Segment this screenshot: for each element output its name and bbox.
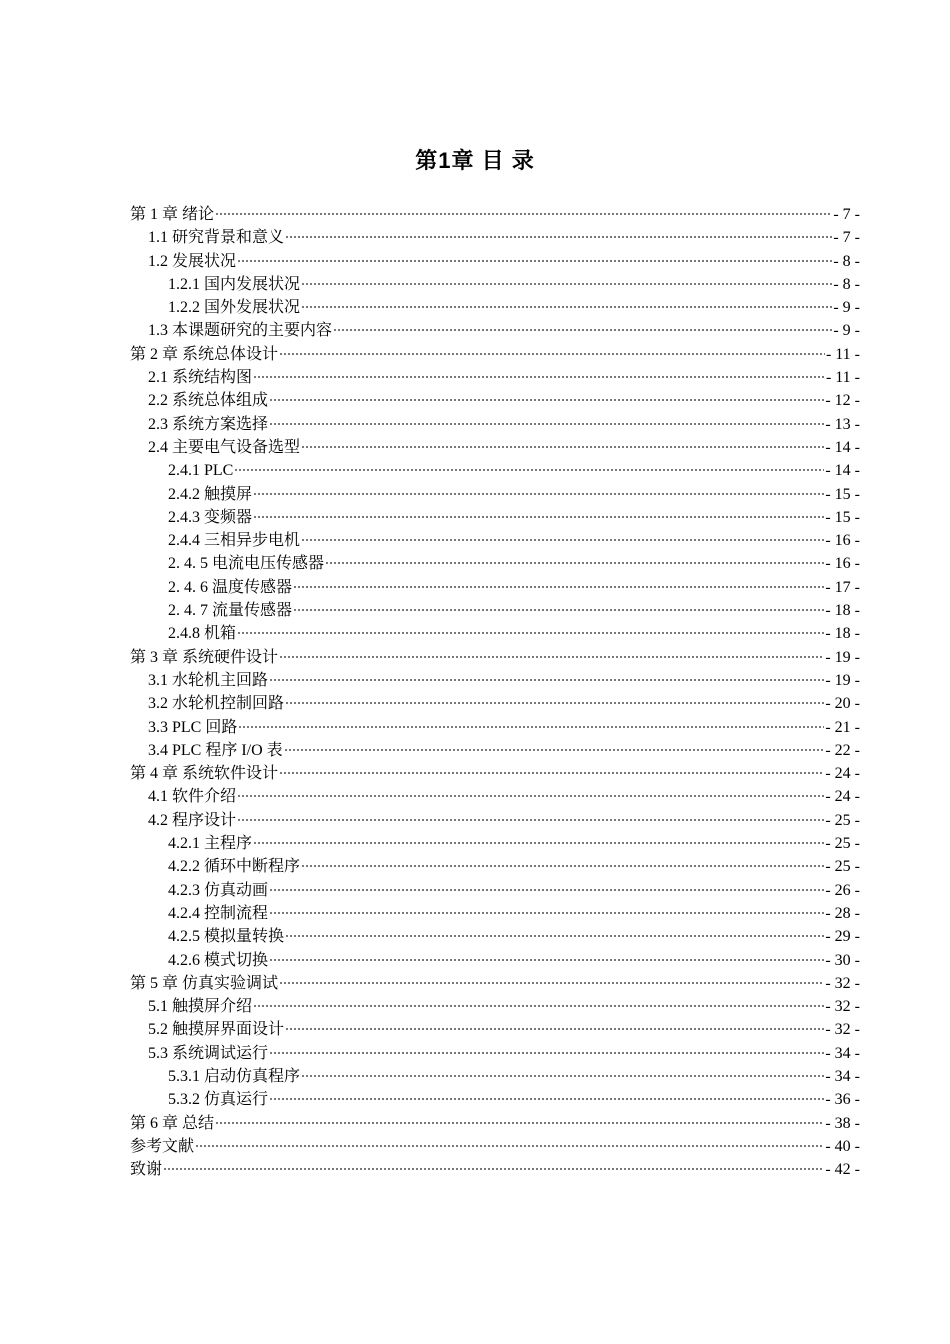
toc-entry[interactable] (130, 716, 860, 739)
toc-entry[interactable] (130, 1018, 860, 1041)
toc-entry[interactable] (130, 739, 860, 762)
toc-entry-label: 4.2.6 模式切换 (168, 951, 269, 969)
toc-entry[interactable] (130, 902, 860, 925)
toc-entry-label: 2.1 系统结构图 (148, 369, 253, 387)
dot-leader (301, 283, 832, 285)
toc-entry-page: - 16 - (825, 532, 860, 550)
dot-leader (253, 376, 825, 378)
toc-entry-label: 2. 4. 6 温度传感器 (168, 578, 293, 596)
toc-entry[interactable] (130, 669, 860, 692)
toc-entry-page: - 11 - (825, 345, 860, 363)
toc-entry[interactable] (130, 879, 860, 902)
page-title: 第1章 目 录 (415, 148, 535, 173)
toc-entry-label: 第 2 章 系统总体设计 (130, 345, 279, 363)
dot-leader (269, 912, 824, 914)
toc-entry-label: 2.4.1 PLC (168, 462, 234, 480)
toc-entry-page: - 34 - (825, 1067, 860, 1085)
toc-entry-page: - 24 - (825, 788, 860, 806)
toc-entry[interactable] (130, 506, 860, 529)
dot-leader (279, 982, 824, 984)
toc-entry[interactable] (130, 1088, 860, 1111)
toc-entry-page: - 42 - (825, 1161, 860, 1179)
toc-entry-label: 3.1 水轮机主回路 (148, 671, 269, 689)
toc-entry-page: - 19 - (825, 648, 860, 666)
toc-entry-label: 参考文献 (130, 1137, 195, 1155)
dot-leader (293, 609, 824, 611)
toc-entry-page: - 16 - (825, 555, 860, 573)
toc-entry-page: - 15 - (825, 485, 860, 503)
toc-entry-label: 3.2 水轮机控制回路 (148, 695, 285, 713)
dot-leader (279, 656, 824, 658)
toc-entry-page: - 25 - (825, 811, 860, 829)
dot-leader (301, 1075, 824, 1077)
toc-entry[interactable] (130, 296, 860, 319)
dot-leader (215, 213, 832, 215)
toc-entry[interactable] (130, 949, 860, 972)
toc-entry[interactable] (130, 319, 860, 342)
toc-entry-page: - 30 - (825, 951, 860, 969)
toc-entry-page: - 40 - (825, 1137, 860, 1155)
toc-entry-page: - 32 - (825, 974, 860, 992)
toc-entry[interactable] (130, 809, 860, 832)
toc-entry-label: 第 4 章 系统软件设计 (130, 765, 279, 783)
toc-entry-page: - 8 - (833, 275, 860, 293)
dot-leader (333, 329, 832, 331)
toc-entry-page: - 9 - (833, 299, 860, 317)
toc-entry[interactable] (130, 552, 860, 575)
dot-leader (237, 260, 832, 262)
toc-entry-page: - 17 - (825, 578, 860, 596)
toc-entry-label: 第 5 章 仿真实验调试 (130, 974, 279, 992)
dot-leader (253, 842, 824, 844)
dot-leader (234, 469, 824, 471)
dot-leader (301, 306, 832, 308)
dot-leader (253, 493, 824, 495)
toc-entry-page: - 18 - (825, 625, 860, 643)
toc-entry[interactable] (130, 483, 860, 506)
toc-entry-page: - 20 - (825, 695, 860, 713)
toc-entry[interactable] (130, 972, 860, 995)
toc-entry-page: - 28 - (825, 904, 860, 922)
dot-leader (301, 446, 824, 448)
toc-entry-page: - 7 - (833, 206, 860, 223)
toc-entry-label: 5.3.1 启动仿真程序 (168, 1067, 301, 1085)
toc-entry[interactable] (130, 785, 860, 808)
dot-leader (284, 749, 825, 751)
toc-entry-label: 1.2.2 国外发展状况 (168, 299, 301, 317)
toc-entry-page: - 24 - (825, 765, 860, 783)
toc-entry[interactable] (130, 832, 860, 855)
toc-entry[interactable] (130, 366, 860, 389)
toc-entry-page: - 19 - (825, 671, 860, 689)
dot-leader (325, 562, 824, 564)
toc-entry-label: 第 3 章 系统硬件设计 (130, 648, 279, 666)
dot-leader (237, 819, 824, 821)
toc-entry-page: - 34 - (825, 1044, 860, 1062)
toc-entry-label: 4.2.3 仿真动画 (168, 881, 269, 899)
dot-leader (269, 679, 824, 681)
toc-entry[interactable] (130, 389, 860, 412)
toc-entry[interactable] (130, 692, 860, 715)
toc-entry[interactable] (130, 762, 860, 785)
toc-entry[interactable] (130, 599, 860, 622)
toc-entry[interactable] (130, 1158, 860, 1181)
toc-entry-label: 4.2 程序设计 (148, 811, 237, 829)
toc-entry-label: 2.4.4 三相异步电机 (168, 532, 301, 550)
toc-entry-page: - 14 - (825, 438, 860, 456)
dot-leader (285, 236, 832, 238)
toc-entry-page: - 15 - (825, 508, 860, 526)
toc-entry-label: 3.4 PLC 程序 I/O 表 (148, 741, 283, 759)
toc-entry[interactable] (130, 646, 860, 669)
dot-leader (285, 1028, 824, 1030)
toc-entry-label: 2.4.8 机箱 (168, 625, 237, 643)
dot-leader (269, 423, 824, 425)
toc-entry[interactable] (130, 995, 860, 1018)
dot-leader (238, 726, 824, 728)
toc-entry[interactable] (130, 203, 860, 226)
dot-leader (253, 1005, 824, 1007)
toc-entry[interactable] (130, 622, 860, 645)
toc-entry[interactable] (130, 436, 860, 459)
toc-entry[interactable] (130, 1065, 860, 1088)
dot-leader (269, 959, 824, 961)
toc-entry-page: - 38 - (825, 1114, 860, 1132)
toc-entry-page: - 25 - (825, 858, 860, 876)
toc-entry-label: 2.2 系统总体组成 (148, 392, 269, 410)
toc-entry-page: - 26 - (825, 881, 860, 899)
toc-entry-page: - 11 - (825, 369, 860, 387)
toc-entry-label: 3.3 PLC 回路 (148, 718, 238, 736)
toc-entry[interactable] (130, 413, 860, 436)
toc-entry-label: 4.2.1 主程序 (168, 835, 253, 853)
toc-entry[interactable] (130, 226, 860, 249)
toc-entry-label: 2.4 主要电气设备选型 (148, 438, 301, 456)
toc-entry-page: - 7 - (833, 229, 860, 247)
toc-entry-page: - 29 - (825, 928, 860, 946)
toc-entry-page: - 12 - (825, 392, 860, 410)
toc-entry-label: 1.2 发展状况 (148, 252, 237, 270)
toc-entry[interactable] (130, 1135, 860, 1158)
toc-entry[interactable] (130, 1112, 860, 1135)
dot-leader (293, 586, 824, 588)
toc-entry-page: - 32 - (825, 1021, 860, 1039)
dot-leader (301, 865, 824, 867)
dot-leader (237, 795, 824, 797)
toc-entry[interactable] (130, 343, 860, 366)
dot-leader (269, 1098, 824, 1100)
toc-entry-label: 4.2.2 循环中断程序 (168, 858, 301, 876)
dot-leader (253, 516, 824, 518)
toc-entry[interactable] (130, 855, 860, 878)
toc-entry-label: 5.3.2 仿真运行 (168, 1091, 269, 1109)
toc-entry-label: 5.2 触摸屏界面设计 (148, 1021, 285, 1039)
toc-entry[interactable] (130, 250, 860, 273)
toc-entry-page: - 21 - (825, 718, 860, 736)
toc-entry-page: - 32 - (825, 998, 860, 1016)
toc-entry-label: 2.4.2 触摸屏 (168, 485, 253, 503)
toc-entry-label: 2. 4. 5 电流电压传感器 (168, 555, 325, 573)
dot-leader (269, 889, 824, 891)
toc-entry-label: 第 1 章 绪论 (130, 206, 215, 223)
dot-leader (301, 539, 824, 541)
toc-entry-label: 2.3 系统方案选择 (148, 415, 269, 433)
toc-entry-label: 2. 4. 7 流量传感器 (168, 602, 293, 620)
toc-entry-label: 2.4.3 变频器 (168, 508, 253, 526)
toc-entry-page: - 14 - (825, 462, 860, 480)
toc-entry-page: - 13 - (825, 415, 860, 433)
dot-leader (215, 1122, 824, 1124)
toc-entry-page: - 25 - (825, 835, 860, 853)
toc-entry-page: - 22 - (825, 741, 860, 759)
toc-entry-label: 5.3 系统调试运行 (148, 1044, 269, 1062)
dot-leader (285, 935, 824, 937)
toc-entry-label: 1.1 研究背景和意义 (148, 229, 285, 247)
toc-entry-label: 致谢 (130, 1161, 163, 1179)
dot-leader (279, 353, 825, 355)
dot-leader (195, 1145, 824, 1147)
toc-entry-page: - 18 - (825, 602, 860, 620)
toc-entry[interactable] (130, 576, 860, 599)
dot-leader (285, 702, 824, 704)
dot-leader (237, 632, 824, 634)
toc-entry-label: 4.2.4 控制流程 (168, 904, 269, 922)
table-of-contents (130, 203, 860, 1181)
toc-entry-page: - 8 - (833, 252, 860, 270)
toc-entry-page: - 9 - (833, 322, 860, 340)
toc-entry-page: - 36 - (825, 1091, 860, 1109)
toc-entry[interactable] (130, 273, 860, 296)
toc-entry[interactable] (130, 1042, 860, 1065)
toc-entry-label: 5.1 触摸屏介绍 (148, 998, 253, 1016)
dot-leader (279, 772, 824, 774)
dot-leader (163, 1168, 824, 1170)
toc-entry-label: 第 6 章 总结 (130, 1114, 215, 1132)
toc-entry[interactable] (130, 459, 860, 482)
toc-entry-label: 1.3 本课题研究的主要内容 (148, 322, 333, 340)
toc-entry-label: 4.1 软件介绍 (148, 788, 237, 806)
dot-leader (269, 1052, 824, 1054)
toc-entry[interactable] (130, 925, 860, 948)
toc-entry-label: 4.2.5 模拟量转换 (168, 928, 285, 946)
dot-leader (269, 399, 824, 401)
toc-entry-label: 1.2.1 国内发展状况 (168, 275, 301, 293)
toc-entry[interactable] (130, 529, 860, 552)
